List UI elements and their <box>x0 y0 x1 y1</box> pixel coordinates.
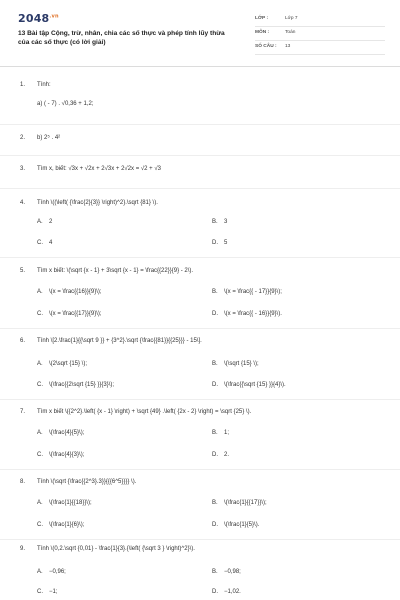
option-d[interactable] <box>212 589 241 595</box>
meta-row-count <box>255 41 385 55</box>
option-label: C. <box>37 382 43 388</box>
option-b[interactable] <box>212 500 267 506</box>
option-text: \(\frac{{2\sqrt {15} }}{3}\); <box>49 382 115 388</box>
option-text: −1; <box>49 589 58 595</box>
option-label: C. <box>37 589 43 595</box>
question-subpart: a) ( - 7) . √0,36 + 1,2; <box>37 101 94 107</box>
meta-key: MÔN : <box>255 30 270 35</box>
question-number: 2. <box>20 135 26 141</box>
option-label: C. <box>37 522 43 528</box>
meta-value: 13 <box>285 44 291 49</box>
option-c[interactable] <box>37 452 84 458</box>
option-label: C. <box>37 240 43 246</box>
option-text: −0,96; <box>49 569 66 575</box>
option-label: A. <box>37 569 43 575</box>
question-separator <box>0 399 400 400</box>
question-number: 8. <box>20 479 26 485</box>
option-label: D. <box>212 522 218 528</box>
logo-text: 2048 <box>18 12 50 25</box>
option-c[interactable] <box>37 522 84 528</box>
option-label: D. <box>212 452 218 458</box>
option-label: A. <box>37 361 43 367</box>
option-d[interactable] <box>212 452 229 458</box>
option-text: −1,02. <box>224 589 241 595</box>
option-text: \(\sqrt {15} \); <box>224 361 259 367</box>
option-text: \(x = \frac{{ - 16}}{9}\). <box>224 311 282 317</box>
option-text: −0,98; <box>224 569 241 575</box>
option-label: B. <box>212 289 218 295</box>
option-c[interactable] <box>37 311 102 317</box>
header <box>0 0 400 62</box>
option-label: B. <box>212 569 218 575</box>
option-label: B. <box>212 219 218 225</box>
option-text: 2. <box>224 452 230 458</box>
option-text: \(\frac{1}{5}\). <box>224 522 260 528</box>
option-text: \(x = \frac{{17}}{9}\); <box>49 311 102 317</box>
option-label: B. <box>212 361 218 367</box>
question-text: Tính \(0,2.\sqrt {0,01} - \frac{1}{3}.{\left( {\sqrt 3 } \right)^2}\). <box>37 546 195 552</box>
meta-key: LỚP : <box>255 16 269 21</box>
option-d[interactable] <box>212 382 286 388</box>
option-text: \(2\sqrt {15} \); <box>49 361 88 367</box>
question-separator <box>0 155 400 156</box>
option-b[interactable] <box>212 430 229 436</box>
option-b[interactable] <box>212 361 259 367</box>
question-separator <box>0 188 400 189</box>
question-number: 7. <box>20 409 26 415</box>
meta-row-subject <box>255 27 385 41</box>
question-text: Tính \((\left( {\frac{2}{3}} \right)^2}.\sqrt {81} \). <box>37 200 158 206</box>
option-text: \(\frac{1}{{18}}\); <box>49 500 92 506</box>
option-text: \(\frac{4}{3}\); <box>49 452 85 458</box>
question-number: 3. <box>20 166 26 172</box>
option-text: 2 <box>49 219 53 225</box>
question-number: 4. <box>20 200 26 206</box>
option-label: A. <box>37 500 43 506</box>
option-text: 4 <box>49 240 53 246</box>
option-a[interactable] <box>37 430 84 436</box>
option-label: C. <box>37 311 43 317</box>
option-d[interactable] <box>212 311 282 317</box>
question-text: Tìm x, biết: √3x + √2x + 2√3x + 2√2x = √2 + √3 <box>37 166 161 172</box>
option-text: \(\frac{1}{{17}}\); <box>224 500 267 506</box>
option-label: A. <box>37 219 43 225</box>
option-b[interactable] <box>212 219 227 225</box>
option-c[interactable] <box>37 382 114 388</box>
question-text: Tính \[2.\frac{1}{{\sqrt 9 }} + {3^2}.\sqrt {\frac{{81}}{{25}}} - 15\]. <box>37 338 202 344</box>
site-logo[interactable] <box>18 12 59 25</box>
meta-value: Toán <box>285 30 296 35</box>
option-d[interactable] <box>212 522 259 528</box>
logo-suffix: .vn <box>49 13 59 20</box>
option-c[interactable] <box>37 589 58 595</box>
option-label: D. <box>212 240 218 246</box>
header-divider <box>0 66 400 67</box>
question-number: 5. <box>20 268 26 274</box>
option-a[interactable] <box>37 219 52 225</box>
question-text: Tìm x biết: \(\sqrt {x - 1} + 3\sqrt {x - 1} = \frac{{22}}{9} - 2\). <box>37 268 194 274</box>
question-number: 6. <box>20 338 26 344</box>
option-text: 1; <box>224 430 230 436</box>
option-a[interactable] <box>37 500 92 506</box>
question-separator <box>0 124 400 125</box>
option-a[interactable] <box>37 361 87 367</box>
question-text: b) 2⁵ . 4² <box>37 135 61 141</box>
option-label: C. <box>37 452 43 458</box>
question-number: 1. <box>20 82 26 88</box>
question-number: 9. <box>20 546 26 552</box>
question-separator <box>0 257 400 258</box>
option-text: \(\frac{{\sqrt {15} }}{4}\). <box>224 382 286 388</box>
option-text: \(\frac{1}{6}\); <box>49 522 85 528</box>
question-text: Tìm x biết \({2^2}.\left( {x - 1} \right) + \sqrt {49} .\left( {2x - 2} \right) = \sqrt {25} \). <box>37 409 252 415</box>
option-c[interactable] <box>37 240 52 246</box>
option-text: 3 <box>224 219 228 225</box>
option-label: A. <box>37 430 43 436</box>
meta-table <box>255 13 385 55</box>
question-text: Tính: <box>37 82 51 88</box>
option-text: \(x = \frac{{ - 17}}{9}\); <box>224 289 282 295</box>
meta-row-class <box>255 13 385 27</box>
meta-value: Lớp 7 <box>285 16 298 21</box>
option-label: D. <box>212 589 218 595</box>
option-a[interactable] <box>37 569 66 575</box>
option-label: D. <box>212 382 218 388</box>
option-d[interactable] <box>212 240 227 246</box>
question-text: Tính \(\sqrt {\frac{{2^3}.3}}{{{6^5}}}} \). <box>37 479 137 485</box>
option-label: D. <box>212 311 218 317</box>
option-label: A. <box>37 289 43 295</box>
option-text: \(\frac{4}{5}\); <box>49 430 85 436</box>
option-b[interactable] <box>212 569 241 575</box>
question-separator <box>0 469 400 470</box>
option-text: 5 <box>224 240 228 246</box>
option-text: \(x = \frac{{16}}{9}\); <box>49 289 102 295</box>
option-a[interactable] <box>37 289 102 295</box>
option-label: B. <box>212 500 218 506</box>
page-title: 13 Bài tập Cộng, trừ, nhân, chia các số thực và phép tính lũy thừa của các số thực (có lời giải) <box>18 30 225 46</box>
option-b[interactable] <box>212 289 282 295</box>
question-separator <box>0 539 400 540</box>
question-separator <box>0 328 400 329</box>
option-label: B. <box>212 430 218 436</box>
meta-key: SỐ CÂU : <box>255 44 277 49</box>
